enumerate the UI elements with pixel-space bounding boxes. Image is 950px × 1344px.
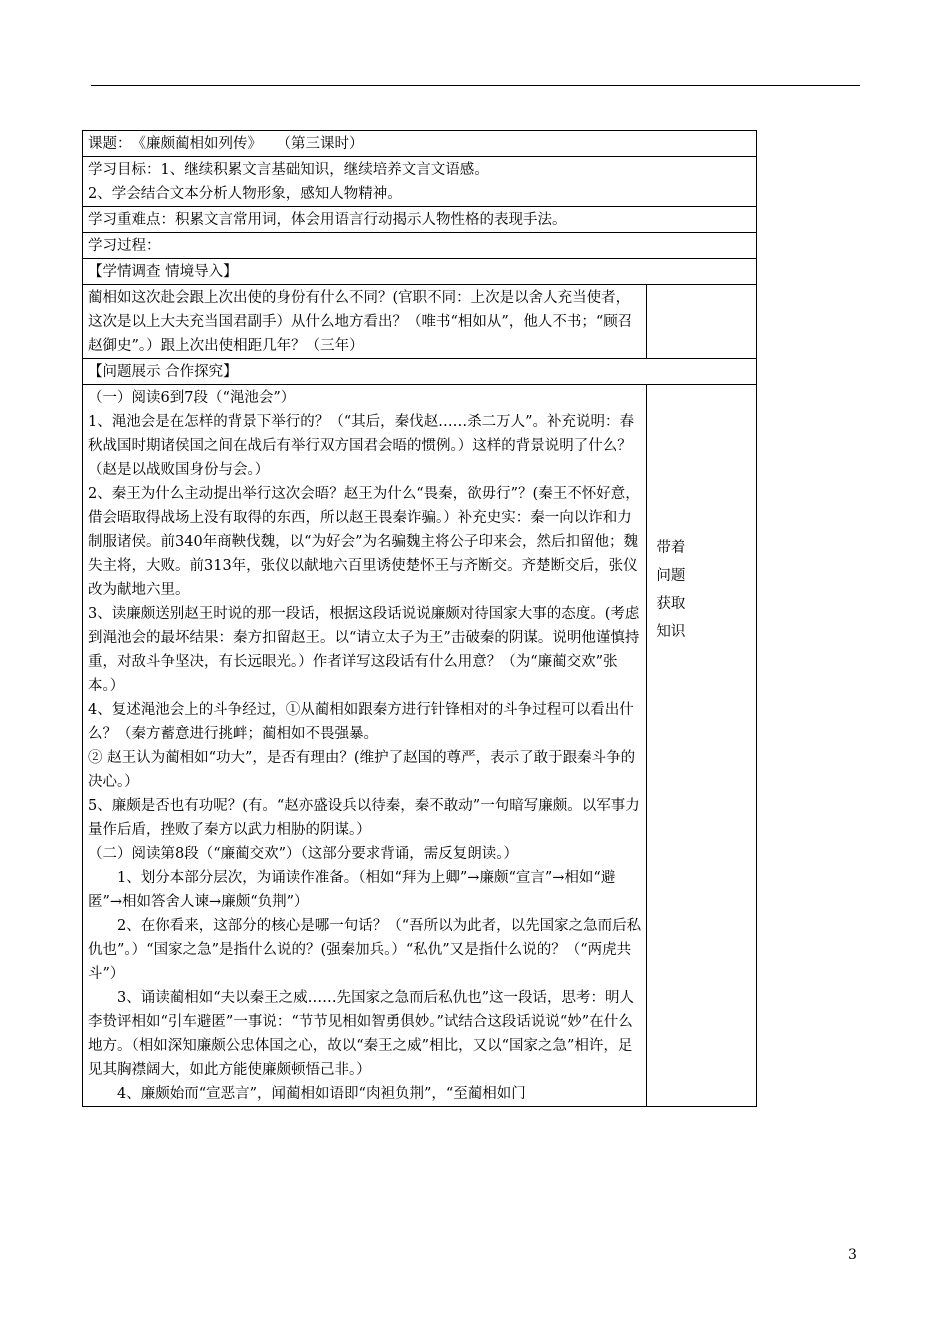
paragraph: 1、渑池会是在怎样的背景下举行的？（“其后，秦伐赵……杀二万人”。补充说明：春秋战国时期诸侯国之间在战后有举行双方国君会晤的惯例。）这样的背景说明了什么？（赵是以战败国身份与会。） — [88, 414, 635, 478]
header-rule — [91, 85, 860, 86]
key-points: 学习重难点：积累文言常用词，体会用语言行动揭示人物性格的表现手法。 — [83, 207, 757, 233]
paragraph: （二）阅读第8段（“廉蔺交欢”）（这部分要求背诵，需反复朗读。） — [88, 846, 519, 862]
section-heading: 【问题展示 合作探究】 — [83, 359, 757, 385]
section2-content — [83, 385, 647, 1107]
objective-line: 学习目标：1、继续积累文言基础知识，继续培养文言文语感。 — [88, 162, 489, 178]
section-heading: 【学情调查 情境导入】 — [83, 259, 757, 285]
section2-content-row — [83, 385, 757, 1107]
side-note — [652, 386, 751, 646]
indented-paragraph: 4、廉颇始而“宣恶言”，闻蔺相如语即“肉袒负荆”，“至蔺相如门 — [117, 1086, 526, 1102]
indented-paragraph: 2、在你看来，这部分的核心是哪一句话？（“吾所以为此者，以先国家之急而后私仇也”。）“国家之急”是指什么说的？(强秦加兵。）“私仇”又是指什么说的？（“两虎共斗”） — [88, 918, 642, 982]
process-row — [83, 233, 757, 259]
paragraph: 4、复述渑池会上的斗争经过，①从蔺相如跟秦方进行针锋相对的斗争过程可以看出什么？（秦方蓄意进行挑衅；蔺相如不畏强暴。 — [88, 702, 634, 742]
objectives-row — [83, 157, 757, 207]
lesson-title: 课题： 《廉颇蔺相如列传》 （第三课时） — [83, 131, 757, 157]
objective-line: 2、学会结合文本分析人物形象，感知人物精神。 — [88, 186, 402, 202]
key-points-row — [83, 207, 757, 233]
lesson-plan-table — [82, 130, 757, 1107]
section1-content-row — [83, 285, 757, 359]
paragraph: 3、读廉颇送别赵王时说的那一段话，根据这段话说说廉颇对待国家大事的态度。(考虑到渑池会的最坏结果：秦方扣留赵王。以“请立太子为王”击破秦的阴谋。说明他谨慎持重，对敌斗争坚决，有长远眼光。）作者详写这段话有什么用意？（为“廉蔺交欢”张本。） — [88, 606, 640, 694]
section2-heading-row — [83, 359, 757, 385]
paragraph: 5、廉颇是否也有功呢？(有。“赵亦盛设兵以待秦，秦不敢动”一句暗写廉颇。以军事力量作后盾，挫败了秦方以武力相胁的阴谋。） — [88, 798, 640, 838]
paragraph: 2、秦王为什么主动提出举行这次会晤？赵王为什么“畏秦，欲毋行”？(秦王不怀好意，借会晤取得战场上没有取得的东西，所以赵王畏秦诈骗。）补充史实：秦一向以诈和力制服诸侯。前340年商鞅伐魏，以“为好会”为名骗魏主将公子印来会，然后扣留他；魏失主将，大败。前313年，张仪以献地六百里诱使楚怀王与齐断交。齐楚断交后，张仪改为献地六里。 — [88, 486, 640, 598]
indented-paragraph: 1、划分本部分层次，为诵读作准备。（相如“拜为上卿”→廉颇“宣言”→相如“避匿”→相如答舍人谏→廉颇“负荆”） — [88, 870, 616, 910]
side-note-line: 带着 — [656, 540, 686, 556]
indented-paragraph: 3、诵读蔺相如“夫以秦王之威……先国家之急而后私仇也”这一段话，思考：明人李贽评相如“引车避匿”一事说：“节节见相如智勇俱妙。”试结合这段话说说“妙”在什么地方。（相如深知廉颇公忠体国之心，故以“秦王之威”相比，又以“国家之急”相许，足见其胸襟阔大，如此方能使廉颇顿悟己非。） — [88, 990, 635, 1078]
section1-note-cell — [647, 285, 757, 359]
section1-heading-row — [83, 259, 757, 285]
side-note-line: 获取 — [656, 596, 686, 612]
side-note-line: 知识 — [656, 624, 686, 640]
page-number: 3 — [848, 1247, 857, 1263]
side-note-line: 问题 — [656, 568, 686, 584]
title-row — [83, 131, 757, 157]
section1-text: 蔺相如这次赴会跟上次出使的身份有什么不同？(官职不同：上次是以舍人充当使者，这次是以上大夫充当国君副手）从什么地方看出？（唯书“相如从”，他人不书；“顾召赵御史”。）跟上次出使相距几年？（三年） — [83, 285, 647, 359]
paragraph: ② 赵王认为蔺相如“功大”，是否有理由？(维护了赵国的尊严，表示了敢于跟秦斗争的决心。） — [88, 750, 636, 790]
paragraph: （一）阅读6到7段（“渑池会”） — [88, 390, 296, 406]
side-note-cell — [647, 385, 757, 1107]
learning-objectives — [83, 157, 757, 207]
learning-process-label: 学习过程： — [83, 233, 757, 259]
